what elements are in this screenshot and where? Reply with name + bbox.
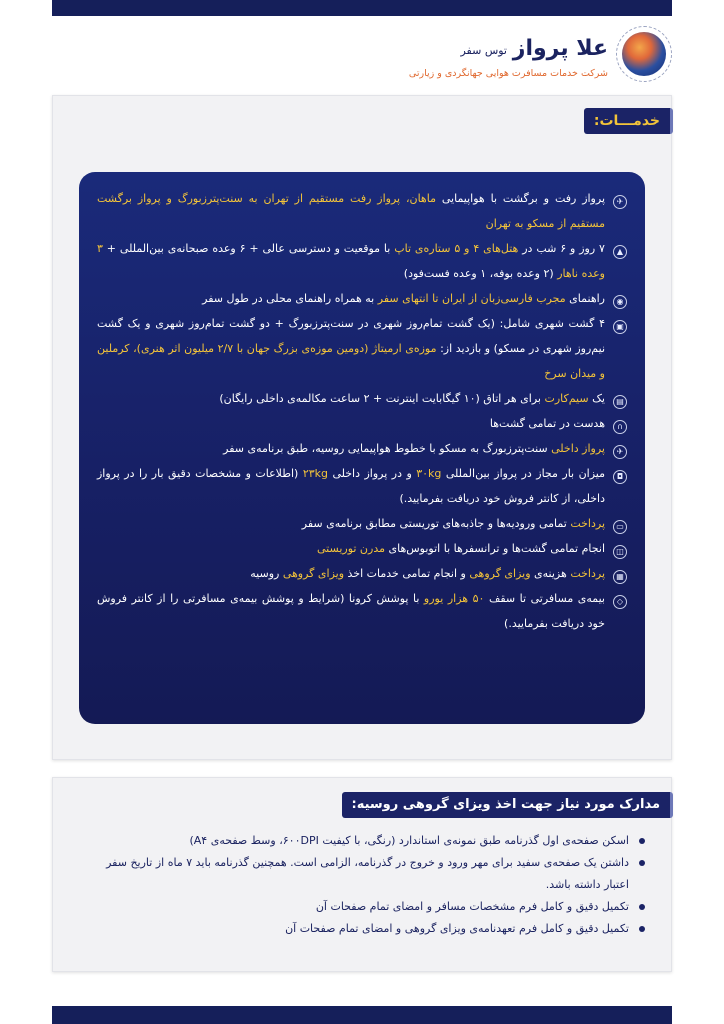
- documents-title: مدارک مورد نیاز جهت اخذ ویزای گروهی روسیه:: [342, 792, 674, 818]
- bullet-icon: [639, 926, 645, 932]
- service-text: [97, 311, 605, 386]
- service-item: [97, 536, 627, 561]
- highlight-text: ۳ وعده ناهار: [97, 242, 605, 280]
- highlight-text: پرداخت: [570, 567, 605, 580]
- highlight-text: هتل‌های ۴ و ۵ ستاره‌ی تاپ: [394, 242, 519, 255]
- services-title: خدمـــات:: [584, 108, 673, 134]
- service-text: [302, 511, 605, 536]
- service-text-part: تمامی ورودیه‌ها و جاذبه‌های توریستی مطابق برنامه‌ی سفر: [301, 517, 571, 530]
- document-text: داشتن یک صفحه‌ی سفید برای مهر ورود و خروج در گذرنامه، الزامی است. همچنین گذرنامه باید ۷ ماه از تاریخ سفر اعتبار داشته باشد.: [106, 856, 629, 891]
- document-item: [85, 830, 645, 852]
- service-text: [250, 561, 605, 586]
- service-text: [490, 411, 605, 436]
- highlight-text: سیم‌کارت: [544, 392, 589, 405]
- highlight-text: ۳۰kg: [416, 467, 442, 480]
- highlight-text: ویزای گروهی: [282, 567, 345, 580]
- documents-card: [52, 777, 672, 972]
- service-text-part: و انجام تمامی خدمات اخذ: [344, 567, 470, 580]
- service-text-part: روسیه: [250, 567, 283, 580]
- service-text-part: با پوشش کرونا (شرایط و پوشش بیمه‌ی مسافرتی را از کانتر فروش خود دریافت بفرمایید.): [97, 592, 605, 630]
- bullet-icon: [639, 838, 645, 844]
- service-text-part: با موقعیت و دسترسی عالی + ۶ وعده صبحانه‌ی بین‌المللی +: [102, 242, 395, 255]
- document-item: [85, 918, 645, 940]
- highlight-text: ماهان، پرواز رفت مستقیم از تهران به سنت‌پترزبورگ و پرواز برگشت مستقیم از مسکو به تهران: [97, 192, 605, 230]
- service-item: [97, 186, 627, 236]
- document-text: تکمیل دقیق و کامل فرم تعهدنامه‌ی ویزای گروهی و امضای تمام صفحات آن: [285, 922, 629, 935]
- highlight-text: پرداخت: [570, 517, 605, 530]
- highlight-text: موزه‌ی ارمیتاژ (دومین موزه‌ی بزرگ جهان با ۲/۷ میلیون اثر هنری)، کرملین و میدان سرخ: [97, 342, 605, 380]
- service-item: [97, 286, 627, 311]
- service-text: [223, 436, 605, 461]
- service-item: [97, 561, 627, 586]
- service-item: [97, 236, 627, 286]
- document-text: اسکن صفحه‌ی اول گذرنامه طبق نمونه‌ی استاندارد (رنگی، با کیفیت ۶۰۰DPI، وسط صفحه‌ی A۴): [189, 834, 629, 847]
- brand-header: [372, 18, 672, 88]
- brand-name: علا پرواز: [512, 36, 608, 61]
- service-text-part: میزان بار مجاز در پرواز بین‌المللی: [441, 467, 605, 480]
- service-text: [97, 586, 605, 636]
- service-text-part: پرواز رفت و برگشت با هواپیمایی: [435, 192, 605, 205]
- visa-icon: ▦: [613, 570, 627, 584]
- service-text: [97, 186, 605, 236]
- service-text-part: به همراه راهنمای محلی در طول سفر: [202, 292, 378, 305]
- service-text-part: ۴ گشت شهری شامل: (یک گشت تمام‌روز شهری در سنت‌پترزبورگ + دو گشت تمام‌روز شهری و یک گشت نیم‌روز شهری در مسکو) و بازدید از:: [97, 317, 606, 355]
- service-text: [317, 536, 605, 561]
- service-item: [97, 386, 627, 411]
- service-item: [97, 411, 627, 436]
- brand-tagline: شرکت خدمات مسافرت هوایی جهانگردی و زیارتی: [408, 68, 608, 79]
- document-item: [85, 896, 645, 918]
- hotel-icon: ▲: [613, 245, 627, 259]
- highlight-text: ویزای گروهی: [469, 567, 531, 580]
- highlight-text: مجرب فارسی‌زبان از ایران تا انتهای سفر: [377, 292, 566, 305]
- service-item: [97, 311, 627, 386]
- top-bar: [52, 0, 672, 16]
- service-text-part: ۷ روز و ۶ شب در: [518, 242, 605, 255]
- service-text: [97, 461, 605, 511]
- brand-sub: توس سفر: [460, 44, 507, 57]
- service-text: [219, 386, 605, 411]
- bus-icon: ◫: [613, 545, 627, 559]
- bottom-bar: [52, 1006, 672, 1024]
- service-item: [97, 511, 627, 536]
- service-text-part: برای هر اتاق (۱۰ گیگابایت اینترنت + ۲ ساعت مکالمه‌ی داخلی رایگان): [219, 392, 545, 405]
- highlight-text: مدرن توریستی: [317, 542, 385, 555]
- sim-icon: ▤: [613, 395, 627, 409]
- services-card: [52, 95, 672, 760]
- plane-icon: ✈: [613, 445, 627, 459]
- service-text-part: هزینه‌ی: [530, 567, 571, 580]
- service-text: [97, 236, 605, 286]
- service-item: [97, 436, 627, 461]
- highlight-text: پرواز داخلی: [551, 442, 605, 455]
- documents-list: [85, 830, 645, 940]
- guide-icon: ◉: [613, 295, 627, 309]
- service-text-part: هدست در تمامی گشت‌ها: [489, 417, 605, 430]
- bullet-icon: [639, 860, 645, 866]
- luggage-icon: ◘: [613, 470, 627, 484]
- service-text-part: (اطلاعات و مشخصات دقیق بار را در پرواز داخلی، از کانتر فروش خود دریافت بفرمایید.): [97, 467, 605, 505]
- shield-icon: ◇: [613, 595, 627, 609]
- bullet-icon: [639, 904, 645, 910]
- service-text-part: راهنمای: [565, 292, 605, 305]
- highlight-text: ۲۳kg: [302, 467, 328, 480]
- logo-icon: [622, 32, 666, 76]
- service-item: [97, 586, 627, 636]
- service-text: [202, 286, 605, 311]
- ticket-icon: ▭: [613, 520, 627, 534]
- service-text-part: (۲ وعده بوفه، ۱ وعده فست‌فود): [403, 267, 558, 280]
- service-text-part: بیمه‌ی مسافرتی تا سقف: [484, 592, 605, 605]
- service-text-part: و در پرواز داخلی: [327, 467, 417, 480]
- document-item: [85, 852, 645, 896]
- headset-icon: ∩: [613, 420, 627, 434]
- tour-icon: ▣: [613, 320, 627, 334]
- service-item: [97, 461, 627, 511]
- plane-icon: ✈: [613, 195, 627, 209]
- service-text-part: سنت‌پترزبورگ به مسکو با خطوط هواپیمایی روسیه، طبق برنامه‌ی سفر: [223, 442, 552, 455]
- highlight-text: ۵۰ هزار یورو: [423, 592, 485, 605]
- service-text-part: یک: [588, 392, 605, 405]
- document-text: تکمیل دقیق و کامل فرم مشخصات مسافر و امضای تمام صفحات آن: [315, 900, 629, 913]
- service-text-part: انجام تمامی گشت‌ها و ترانسفرها با اتوبوس‌های: [385, 542, 605, 555]
- services-panel: [79, 172, 645, 724]
